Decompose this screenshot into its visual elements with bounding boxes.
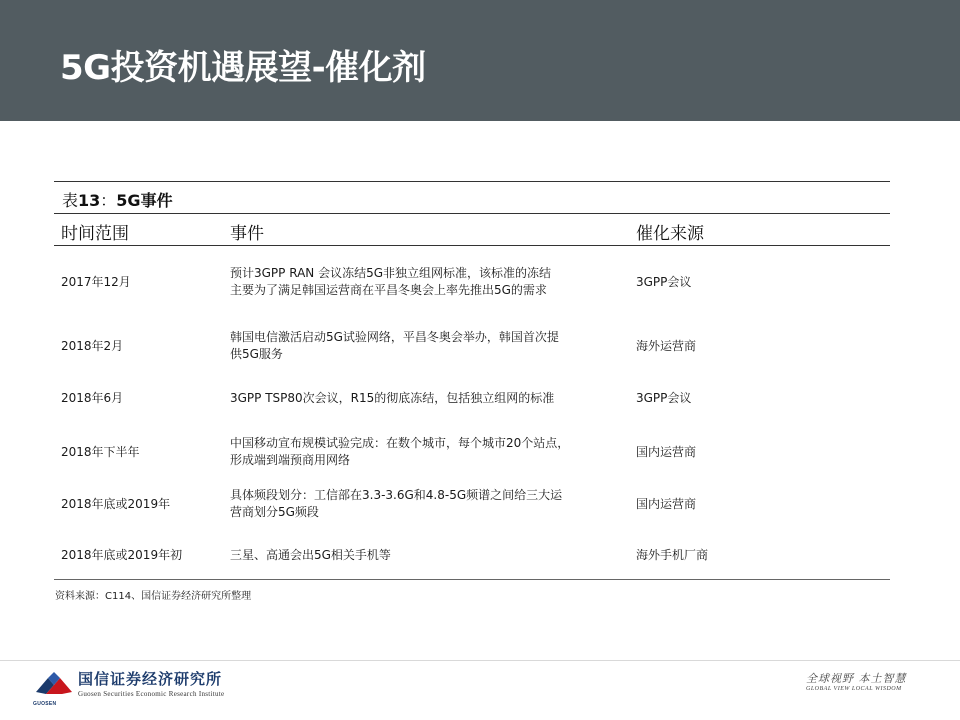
slogan-cn: 全球视野 本土智慧	[806, 672, 907, 685]
row-source: 国内运营商	[636, 497, 697, 511]
row-event	[230, 487, 620, 521]
brand-name-en: Guosen Securities Economic Research Institute	[78, 690, 225, 698]
row-source: 海外手机厂商	[636, 548, 709, 562]
caption-sep: ：	[100, 191, 117, 210]
header-event: 事件	[230, 224, 264, 244]
caption-prefix: 表	[62, 191, 79, 210]
table-caption	[62, 188, 173, 211]
event-line: 韩国电信激活启动5G试验网络，平昌冬奥会举办，韩国首次提	[230, 330, 559, 344]
caption-rule	[54, 213, 890, 214]
row-event	[230, 390, 620, 407]
row-source: 国内运营商	[636, 445, 697, 459]
event-line: 主要为了满足韩国运营商在平昌冬奥会上率先推出5G的需求	[230, 283, 547, 297]
event-line: 三星、高通会出5G相关手机等	[230, 548, 391, 562]
row-event	[230, 329, 620, 363]
row-time: 2018年2月	[61, 339, 124, 353]
slide-title: 5G投资机遇展望-催化剂	[60, 48, 426, 88]
event-line: 预计3GPP RAN 会议冻结5G非独立组网标准，该标准的冻结	[230, 266, 552, 280]
event-line: 3GPP TSP80次会议，R15的彻底冻结，包括独立组网的标准	[230, 391, 555, 405]
row-source: 3GPP会议	[636, 391, 692, 405]
caption-number: 13	[78, 191, 101, 210]
header-rule	[54, 245, 890, 246]
table-bottom-rule	[54, 579, 890, 580]
row-event	[230, 265, 620, 299]
event-line: 中国移动宣布规模试验完成：在数个城市，每个城市20个站点，	[230, 436, 570, 450]
footer-divider	[0, 660, 960, 661]
row-time: 2017年12月	[61, 275, 131, 289]
event-line: 营商划分5G频段	[230, 505, 319, 519]
table-top-rule	[54, 181, 890, 182]
row-time: 2018年底或2019年	[61, 497, 171, 511]
row-time: 2018年下半年	[61, 445, 140, 459]
event-line: 供5G服务	[230, 347, 283, 361]
row-event	[230, 547, 620, 564]
brand-name-cn: 国信证券经济研究所	[78, 670, 223, 688]
header-source: 催化来源	[636, 224, 704, 244]
event-line: 具体频段划分：工信部在3.3-3.6G和4.8-5G频谱之间给三大运	[230, 488, 563, 502]
row-time: 2018年6月	[61, 391, 124, 405]
slogan-en: GLOBAL VIEW LOCAL WISDOM	[806, 686, 902, 692]
row-time: 2018年底或2019年初	[61, 548, 183, 562]
header-time: 时间范围	[61, 224, 129, 244]
source-note: 资料来源：C114、国信证券经济研究所整理	[55, 591, 252, 602]
row-source: 海外运营商	[636, 339, 697, 353]
title-bar	[0, 0, 960, 121]
caption-title: 5G事件	[116, 191, 173, 210]
event-line: 形成端到端预商用网络	[230, 453, 351, 467]
guosen-logo-icon	[34, 668, 74, 702]
row-source: 3GPP会议	[636, 275, 692, 289]
logo-wordmark: GUOSEN	[33, 701, 57, 707]
row-event	[230, 435, 620, 469]
